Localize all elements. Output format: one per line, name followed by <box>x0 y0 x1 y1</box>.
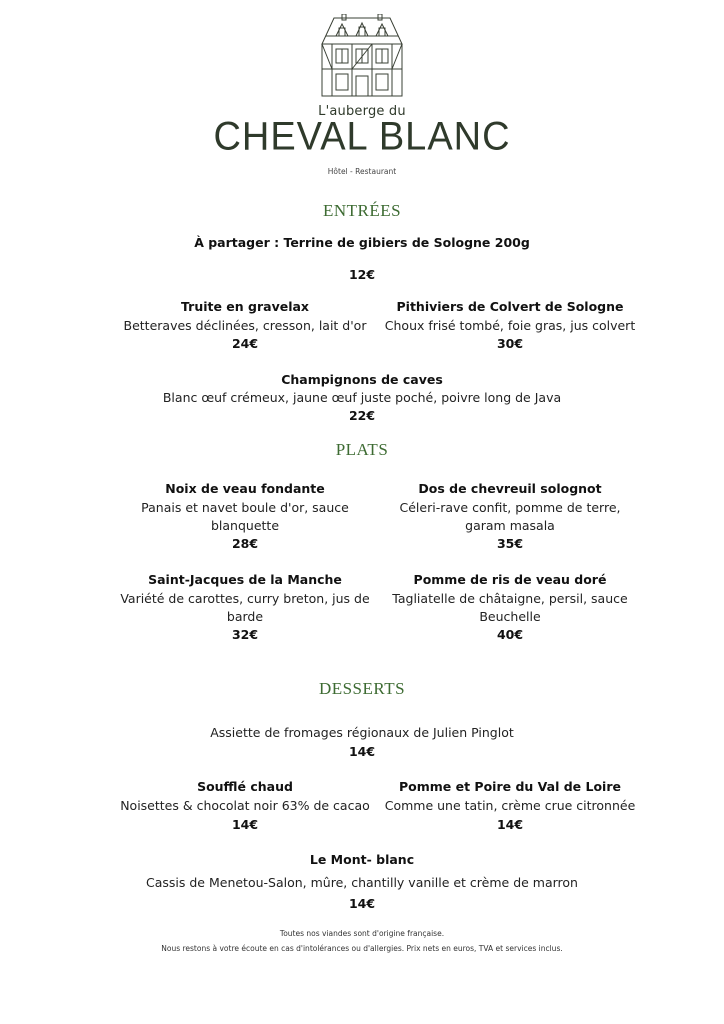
dish-description: barde <box>226 609 264 624</box>
dish-name: Noix de veau fondante <box>165 481 325 496</box>
section-title-plats: PLATS <box>335 440 389 459</box>
dish-description: Beuchelle <box>479 609 541 624</box>
dish-price: 24€ <box>231 336 259 351</box>
dish-description: Blanc œuf crémeux, jaune œuf juste poché, poivre long de Java <box>162 390 562 405</box>
dish-description: Tagliatelle de châtaigne, persil, sauce <box>392 591 628 606</box>
dish-price: 14€ <box>231 817 259 832</box>
dish-description: Betteraves déclinées, cresson, lait d'or <box>123 318 367 333</box>
dish-price: 30€ <box>496 336 524 351</box>
dish-description: Variété de carottes, curry breton, jus de <box>120 591 370 606</box>
dish-name: Dos de chevreuil solognot <box>418 481 602 496</box>
dish-description: Panais et navet boule d'or, sauce <box>141 500 349 515</box>
dish-description: Cassis de Menetou-Salon, mûre, chantilly vanille et crème de marron <box>146 875 578 890</box>
dish-price: 14€ <box>348 744 376 759</box>
dish-price: 22€ <box>348 408 376 423</box>
dish-price: 28€ <box>231 536 259 551</box>
dish-name: Soufflé chaud <box>197 779 293 794</box>
dish-description: Comme une tatin, crème crue citronnée <box>384 798 636 813</box>
dish-price: 40€ <box>496 627 524 642</box>
dish-price: 14€ <box>348 896 376 911</box>
footer-note: Toutes nos viandes sont d'origine française. <box>279 929 445 938</box>
dish-price: 35€ <box>496 536 524 551</box>
brand-title: CHEVAL BLANC <box>213 114 511 160</box>
dish-description: blanquette <box>210 518 280 533</box>
auberge-logo-icon <box>312 14 412 98</box>
dish-name: Le Mont- blanc <box>309 852 415 867</box>
dish-price: 32€ <box>231 627 259 642</box>
dish-price: 14€ <box>496 817 524 832</box>
section-title-desserts: DESSERTS <box>318 679 406 698</box>
brand-pre-title: L'auberge du <box>318 104 406 119</box>
footer-note: Nous restons à votre écoute en cas d'intolérances ou d'allergies. Prix nets en euros, TVA et services inclus. <box>161 944 563 953</box>
dish-name: Champignons de caves <box>281 372 443 387</box>
dish-description: Noisettes & chocolat noir 63% de cacao <box>120 798 370 813</box>
dish-price: 12€ <box>348 267 376 282</box>
section-title-entrees: ENTRÉES <box>322 201 402 220</box>
dish-name: Pomme de ris de veau doré <box>413 572 607 587</box>
dish-description: Choux frisé tombé, foie gras, jus colvert <box>384 318 636 333</box>
dish-name: À partager : Terrine de gibiers de Sologne 200g <box>194 235 530 250</box>
brand-subtitle: Hôtel - Restaurant <box>327 167 397 176</box>
dish-description: garam masala <box>465 518 555 533</box>
dish-name: Saint-Jacques de la Manche <box>148 572 342 587</box>
dish-name: Pithiviers de Colvert de Sologne <box>396 299 624 314</box>
dish-description: Assiette de fromages régionaux de Julien Pinglot <box>210 725 514 740</box>
dish-name: Truite en gravelax <box>181 299 309 314</box>
dish-name: Pomme et Poire du Val de Loire <box>399 779 621 794</box>
dish-description: Céleri-rave confit, pomme de terre, <box>399 500 621 515</box>
